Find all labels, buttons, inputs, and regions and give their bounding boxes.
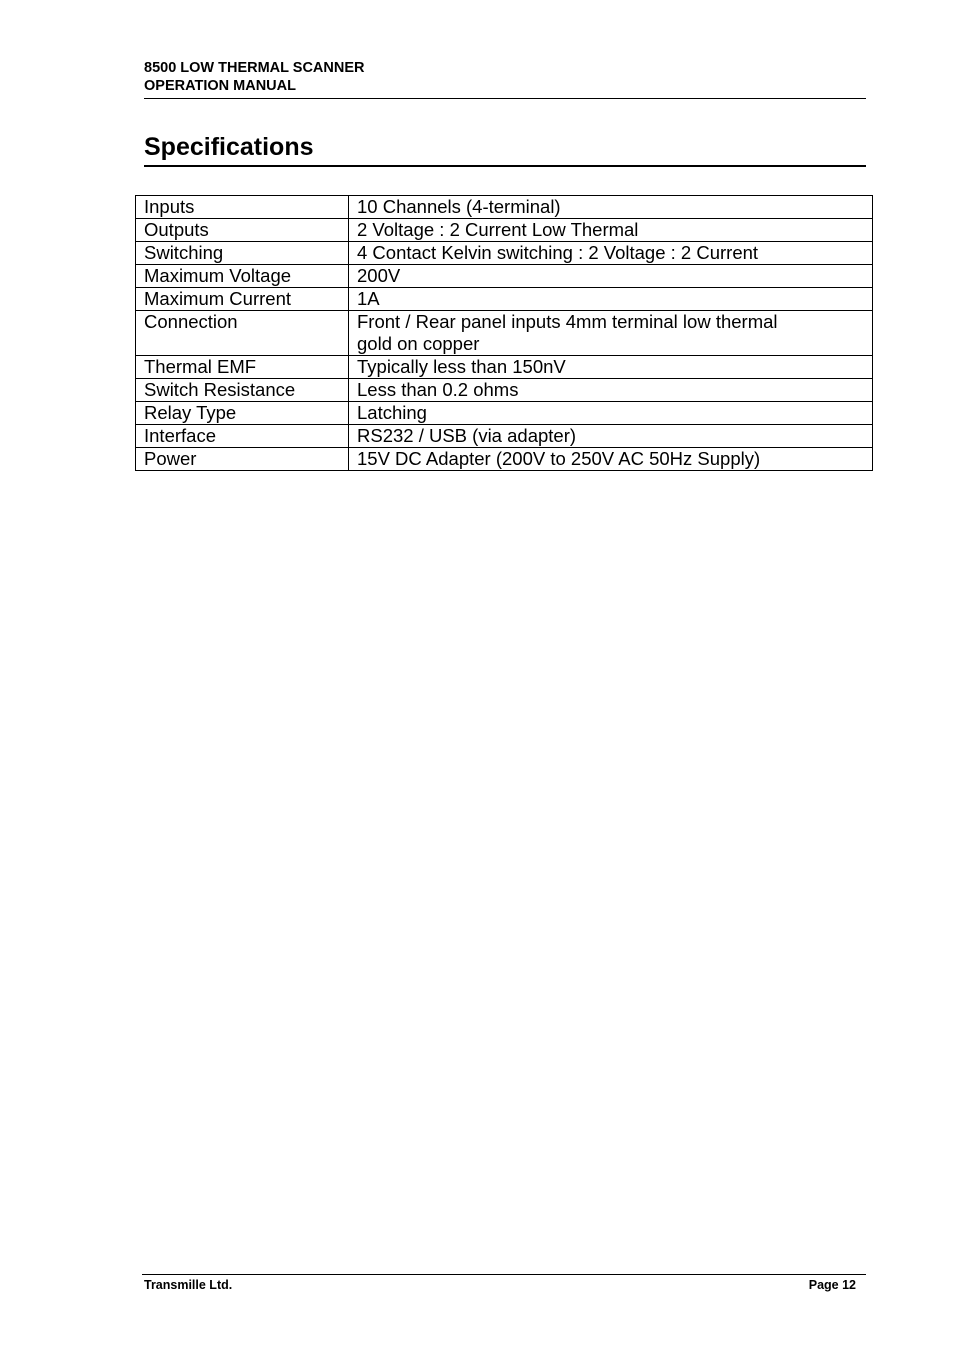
table-row bbox=[136, 448, 873, 471]
spec-value: Less than 0.2 ohms bbox=[349, 379, 873, 402]
table-row bbox=[136, 242, 873, 265]
spec-value: 200V bbox=[349, 265, 873, 288]
table-row bbox=[136, 311, 873, 356]
spec-label: Thermal EMF bbox=[136, 356, 349, 379]
table-row bbox=[136, 425, 873, 448]
spec-label: Maximum Voltage bbox=[136, 265, 349, 288]
page-header bbox=[144, 59, 866, 99]
spec-value: 10 Channels (4-terminal) bbox=[349, 196, 873, 219]
spec-value: Latching bbox=[349, 402, 873, 425]
table-row bbox=[136, 379, 873, 402]
table-row bbox=[136, 196, 873, 219]
spec-value: RS232 / USB (via adapter) bbox=[349, 425, 873, 448]
spec-value: 4 Contact Kelvin switching : 2 Voltage : 2 Current bbox=[349, 242, 873, 265]
table-row bbox=[136, 356, 873, 379]
footer-page-number: Page 12 bbox=[808, 1278, 856, 1292]
spec-value: 1A bbox=[349, 288, 873, 311]
page-footer bbox=[142, 1274, 866, 1292]
footer-company: Transmille Ltd. bbox=[144, 1278, 233, 1292]
spec-value: Front / Rear panel inputs 4mm terminal low thermal gold on copper bbox=[349, 311, 873, 356]
table-row bbox=[136, 265, 873, 288]
specifications-table bbox=[135, 195, 873, 471]
table-row bbox=[136, 402, 873, 425]
spec-label: Switch Resistance bbox=[136, 379, 349, 402]
spec-value: Typically less than 150nV bbox=[349, 356, 873, 379]
spec-label: Outputs bbox=[136, 219, 349, 242]
spec-label: Power bbox=[136, 448, 349, 471]
spec-value: 2 Voltage : 2 Current Low Thermal bbox=[349, 219, 873, 242]
spec-label: Inputs bbox=[136, 196, 349, 219]
section-title: Specifications bbox=[144, 132, 866, 167]
spec-label: Switching bbox=[136, 242, 349, 265]
header-product-title: 8500 LOW THERMAL SCANNER bbox=[144, 60, 365, 76]
spec-label: Relay Type bbox=[136, 402, 349, 425]
spec-label: Maximum Current bbox=[136, 288, 349, 311]
header-manual-title: OPERATION MANUAL bbox=[144, 78, 296, 94]
table-row bbox=[136, 288, 873, 311]
spec-label: Interface bbox=[136, 425, 349, 448]
spec-label: Connection bbox=[136, 311, 349, 356]
table-row bbox=[136, 219, 873, 242]
spec-value: 15V DC Adapter (200V to 250V AC 50Hz Supply) bbox=[349, 448, 873, 471]
